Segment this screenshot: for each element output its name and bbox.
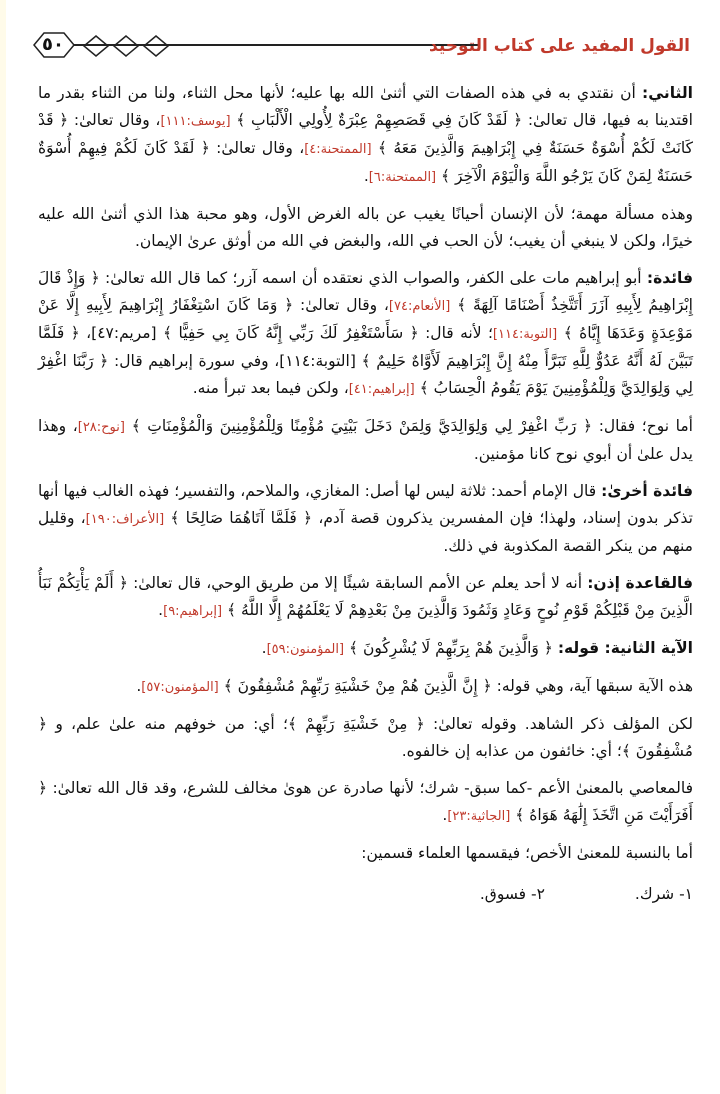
- paragraph: [38, 413, 693, 468]
- verse-reference: [الممتحنة:٤]: [304, 142, 372, 157]
- paragraph-lead: فائدة:: [646, 269, 693, 287]
- paragraph-text: .: [136, 677, 142, 695]
- list-item: ٢- فسوق.: [479, 885, 545, 903]
- paragraph: [38, 478, 693, 560]
- paragraph-text: أما نوح؛ فقال: ﴿ رَبِّ اغْفِرْ لِي وَلِوَالِدَيَّ وَلِمَنْ دَخَلَ بَيْتِيَ مُؤْمِنًا وَلِلْمُؤْمِنِينَ وَالْمُؤْمِنَاتِ ﴾: [124, 417, 693, 435]
- paragraph-text: أنه لا أحد يعلم عن الأمم السابقة شيئًا إلا من طريق الوحي، قال تعالىٰ: ﴿ أَلَمْ يَأْتِكُمْ نَبَأُ الَّذِينَ مِنْ قَبْلِكُمْ قَوْمِ نُوحٍ وَعَادٍ وَثَمُودَ وَالَّذِينَ مِنْ بَعْدِهِمْ لَا يَعْلَمُهُمْ إِلَّا اللَّهُ ﴾: [38, 574, 693, 619]
- paragraph: [38, 201, 693, 255]
- paragraph-text: ، وقليل منهم من ينكر القصة المكذوبة في ذلك.: [38, 509, 693, 555]
- paragraph-text: ﴿ وَالَّذِينَ هُمْ بِرَبِّهِمْ لَا يُشْرِكُونَ ﴾: [344, 639, 558, 657]
- paragraph-text: أما بالنسبة للمعنىٰ الأخص؛ فيقسمها العلماء قسمين:: [361, 844, 693, 862]
- paragraph-lead: فالقاعدة إذن:: [587, 574, 693, 592]
- paragraph-text: ، وقال تعالىٰ: ﴿ وَمَا كَانَ اسْتِغْفَارُ إِبْرَاهِيمَ لِأَبِيهِ إِلَّا عَنْ مَوْعِدَةٍ وَعَدَهَا إِيَّاهُ ﴾: [38, 296, 693, 342]
- paragraph: [38, 711, 693, 765]
- paragraph-text: ؛ لأنه قال: ﴿ سَأَسْتَغْفِرُ لَكَ رَبِّي إِنَّهُ كَانَ بِي حَفِيًّا ﴾ [مريم:٤٧]، ﴿ فَلَمَّا تَبَيَّنَ لَهُ أَنَّهُ عَدُوٌّ لِلَّهِ تَبَرَّأَ مِنْهُ إِنَّ إِبْرَاهِيمَ لَأَوَّاهٌ حَلِيمٌ ﴾ [التوبة:١١٤]، وفي سورة إبراهيم قال: ﴿ رَبَّنَا اغْفِرْ لِي وَلِوَالِدَيَّ وَلِلْمُؤْمِنِينَ يَوْمَ يَقُومُ الْحِسَابُ ﴾: [38, 324, 693, 397]
- ornament-diamonds-icon: [74, 32, 184, 60]
- paragraph-text: أن نقتدي به في هذه الصفات التي أثنىٰ الله بها عليه؛ لأنها محل الثناء، ولنا من الثناء بقدر ما اقتدينا به فيها، قال تعالىٰ: ﴿ لَقَدْ كَانَ فِي قَصَصِهِمْ عِبْرَةٌ لِأُولِي الْأَلْبَابِ ﴾: [38, 84, 693, 129]
- verse-reference: [الممتحنة:٦]: [368, 170, 437, 185]
- paragraph-text: قال الإمام أحمد: ثلاثة ليس لها أصل: المغازي، والملاحم، والتفسير؛ فهذه الغالب فيها أنها تذكر بدون إسناد، ولهذا؛ فإن المفسرين يذكرون قصة آدم، ﴿ فَلَمَّا آتَاهُمَا صَالِحًا ﴾: [38, 482, 694, 527]
- paragraph: [38, 635, 693, 663]
- list-item: ١- شرك.: [634, 885, 693, 903]
- paragraph-text: .: [363, 167, 369, 185]
- verse-reference: [الأعراف:١٩٠]: [85, 512, 165, 527]
- main-text: [38, 80, 693, 908]
- paragraph: [38, 80, 693, 191]
- paragraph-lead: الثاني:: [642, 84, 693, 102]
- paragraph-text: ، وهذا يدل علىٰ أن أبوي نوح كانا مؤمنين.: [38, 417, 693, 463]
- paragraph-text: ، ولكن فيما بعد تبرأ منه.: [192, 379, 349, 397]
- page-edge: [0, 0, 6, 1094]
- paragraph: [38, 673, 693, 701]
- paragraph-text: وهذه مسألة مهمة؛ لأن الإنسان أحيانًا يغيب عن باله الغرض الأول، وهو محبة هذا الذي أثنىٰ الله عليه خيرًا، ولكن لا ينبغي أن يغيب؛ لأن الحب في الله، والبغض في الله من أوثق عرىٰ الإيمان.: [38, 205, 693, 250]
- page-number: ٥٠: [42, 34, 64, 55]
- paragraph-text: .: [261, 639, 267, 657]
- paragraph-text: هذه الآية سبقها آية، وهي قوله: ﴿ إِنَّ الَّذِينَ هُمْ مِنْ خَشْيَةِ رَبِّهِمْ مُشْفِقُونَ ﴾: [218, 677, 693, 695]
- paragraph-lead: فائدة أخرىٰ:: [601, 482, 693, 500]
- paragraph: [38, 570, 693, 625]
- paragraph: [38, 265, 693, 403]
- section-list: [38, 881, 693, 908]
- verse-reference: [إبراهيم:٤١]: [348, 382, 415, 397]
- verse-reference: [يوسف:١١١]: [160, 114, 231, 129]
- verse-reference: [الجاثية:٢٣]: [447, 809, 511, 824]
- paragraph-text: .: [158, 601, 164, 619]
- paragraph-text: ، وقال تعالىٰ: ﴿ لَقَدْ كَانَ لَكُمْ فِيهِمْ أُسْوَةٌ حَسَنَةٌ لِمَنْ كَانَ يَرْجُو اللَّهَ وَالْيَوْمَ الْآخِرَ ﴾: [38, 139, 693, 185]
- page-header: [30, 30, 690, 70]
- header-rule: [74, 44, 480, 46]
- verse-reference: [المؤمنون:٥٧]: [141, 680, 219, 695]
- verse-reference: [التوبة:١١٤]: [492, 327, 558, 342]
- paragraph-text: لكن المؤلف ذكر الشاهد. وقوله تعالىٰ: ﴿ مِنْ خَشْيَةِ رَبِّهِمْ ﴾؛ أي: من خوفهم منه علىٰ علم، و ﴿ مُشْفِقُونَ ﴾؛ أي: خائفون من عذابه إن خالفوه.: [38, 715, 693, 760]
- paragraph-text: أبو إبراهيم مات على الكفر، والصواب الذي نعتقده أن اسمه آزر؛ كما قال الله تعالىٰ: ﴿ وَإِذْ قَالَ إِبْرَاهِيمُ لِأَبِيهِ آزَرَ أَتَتَّخِذُ أَصْنَامًا آلِهَةً ﴾: [38, 269, 693, 314]
- paragraph: [38, 775, 693, 830]
- paragraph-text: ، وقال تعالىٰ: ﴿ قَدْ كَانَتْ لَكُمْ أُسْوَةٌ حَسَنَةٌ فِي إِبْرَاهِيمَ وَالَّذِينَ مَعَهُ ﴾: [38, 111, 693, 157]
- paragraph-text: فالمعاصي بالمعنىٰ الأعم -كما سبق- شرك؛ لأنها صادرة عن هوىٰ مخالف للشرع، وقد قال الله تعالىٰ: ﴿ أَفَرَأَيْتَ مَنِ اتَّخَذَ إِلَٰهَهُ هَوَاهُ ﴾: [38, 779, 693, 824]
- paragraph-text: .: [442, 806, 448, 824]
- paragraph-lead: الآية الثانية: قوله:: [557, 639, 693, 657]
- verse-reference: [الأنعام:٧٤]: [388, 299, 451, 314]
- paragraph: [38, 840, 693, 867]
- verse-reference: [إبراهيم:٩]: [163, 604, 223, 619]
- verse-reference: [نوح:٢٨]: [77, 420, 125, 435]
- verse-reference: [المؤمنون:٥٩]: [266, 642, 345, 657]
- running-title: القول المفيد على كتاب التوحيد: [429, 36, 690, 56]
